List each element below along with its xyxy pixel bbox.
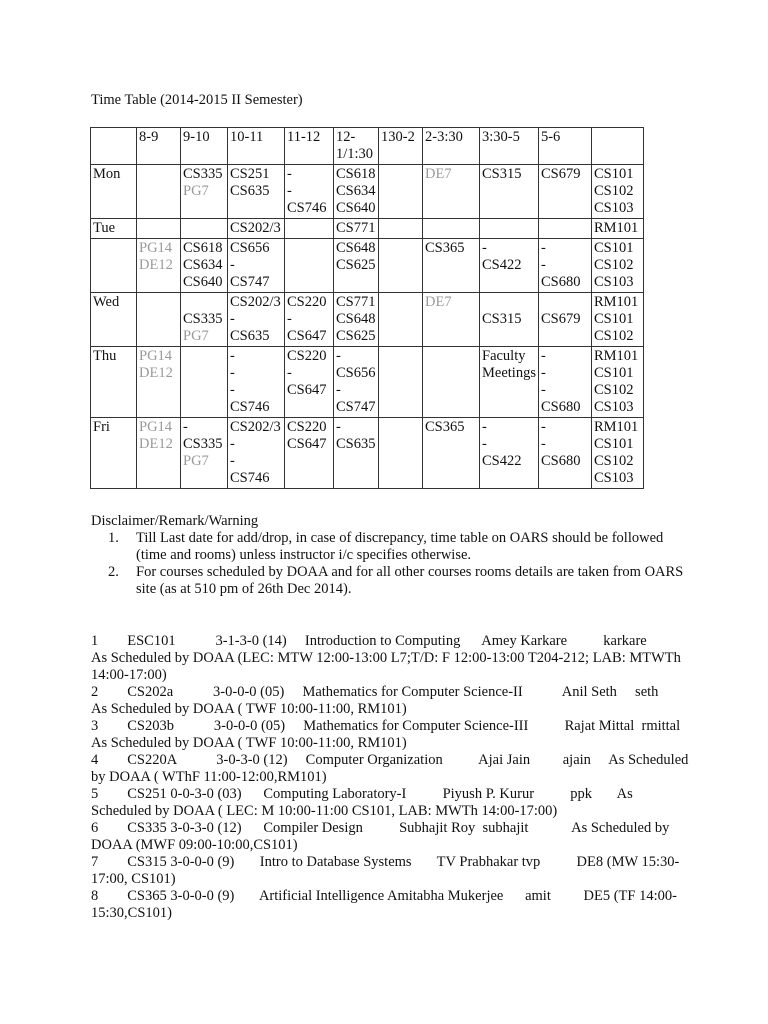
timetable-header-cell: 3:30-5 xyxy=(480,128,539,165)
day-cell: Tue xyxy=(91,219,137,239)
timetable-cell xyxy=(480,347,539,418)
cell-entry: CS315 xyxy=(482,311,522,327)
timetable-cell xyxy=(181,293,228,347)
timetable-header-row xyxy=(91,128,644,165)
timetable-cell xyxy=(538,219,591,239)
timetable-cell xyxy=(137,165,181,219)
cell-entry: CS101 xyxy=(593,365,634,381)
day-cell: Wed xyxy=(91,293,137,347)
course-entry: 4 CS220A 3-0-3-0 (12) Computer Organization Ajai Jain ajain As Scheduled by DOAA ( WThF 11:00-12:00,RM101) xyxy=(91,752,693,785)
course-entry: 6 CS335 3-0-3-0 (12) Compiler Design Subhajit Roy subhajit As Scheduled by DOAA (MWF 09:00-10:00,CS101) xyxy=(91,820,673,853)
timetable-cell xyxy=(334,347,379,418)
timetable-cell xyxy=(591,418,643,489)
cell-entry: DE7 xyxy=(425,294,452,310)
disclaimer-list xyxy=(91,530,691,598)
course-entry: 2 CS202a 3-0-0-0 (05) Mathematics for Computer Science-II Anil Seth seth As Scheduled by DOAA ( TWF 10:00-11:00, RM101) xyxy=(91,684,680,717)
cell-entry xyxy=(183,294,225,311)
cell-entry: CS656 xyxy=(230,240,270,256)
cell-entry: CS680 xyxy=(540,399,581,415)
timetable-cell xyxy=(591,165,643,219)
cell-entry: DE7 xyxy=(425,166,452,182)
cell-entry: CS618 xyxy=(183,240,223,256)
cell-entry: CS103 xyxy=(593,200,634,216)
timetable-cell xyxy=(538,347,591,418)
timetable-cell xyxy=(423,165,480,219)
cell-entry: - xyxy=(230,382,235,398)
cell-entry: PG14 xyxy=(139,419,173,435)
timetable-row xyxy=(91,165,644,219)
cell-entry: CS102 xyxy=(593,382,634,398)
cell-entry: - xyxy=(336,382,341,398)
cell-entry: DE12 xyxy=(139,257,173,273)
timetable-header-cell xyxy=(91,128,137,165)
cell-entry: CS625 xyxy=(336,328,376,344)
timetable-cell xyxy=(137,418,181,489)
timetable-row xyxy=(91,239,644,293)
timetable-cell xyxy=(423,293,480,347)
timetable-cell xyxy=(285,239,334,293)
timetable-cell xyxy=(423,239,480,293)
day-cell xyxy=(91,239,137,293)
timetable-cell xyxy=(334,165,379,219)
cell-entry: CS746 xyxy=(287,200,327,216)
cell-entry: CS315 xyxy=(482,166,522,182)
timetable-cell xyxy=(181,347,228,418)
timetable-cell xyxy=(181,418,228,489)
cell-entry: CS101 xyxy=(593,436,634,452)
cell-entry: - xyxy=(230,365,235,381)
timetable-cell xyxy=(285,219,334,239)
timetable-header-cell: 8-9 xyxy=(137,128,181,165)
cell-entry: DE12 xyxy=(139,365,173,381)
cell-entry: PG14 xyxy=(139,348,173,364)
course-entry: 1 ESC101 3-1-3-0 (14) Introduction to Computing Amey Karkare karkare As Scheduled by DOAA (LEC: MTW 12:00-13:00 L7;T/D: F 12:00-13:00 T204-212; LAB: MTWTh 14:00-17:00) xyxy=(91,633,690,683)
timetable-cell xyxy=(591,239,643,293)
timetable-header-cell: 5-6 xyxy=(538,128,591,165)
cell-entry: - xyxy=(230,257,235,273)
timetable-cell xyxy=(334,418,379,489)
timetable-cell xyxy=(285,165,334,219)
cell-entry: CS680 xyxy=(540,274,581,290)
disclaimer-heading: Disclaimer/Remark/Warning xyxy=(91,513,259,529)
timetable-cell xyxy=(285,293,334,347)
cell-entry: CS101 xyxy=(593,166,634,182)
timetable-cell xyxy=(379,293,423,347)
cell-entry: CS656 xyxy=(336,365,376,381)
cell-entry: CS634 xyxy=(336,183,376,199)
cell-entry: - xyxy=(287,183,292,199)
cell-entry: CS365 xyxy=(425,419,465,435)
cell-entry: CS746 xyxy=(230,399,270,415)
timetable-cell xyxy=(334,239,379,293)
disclaimer-item xyxy=(91,564,691,598)
course-list xyxy=(91,633,691,922)
timetable-cell xyxy=(480,293,539,347)
timetable-cell xyxy=(228,418,285,489)
cell-entry: CS103 xyxy=(593,274,634,290)
day-cell: Thu xyxy=(91,347,137,418)
cell-entry: CS647 xyxy=(287,382,327,398)
cell-entry: Faculty xyxy=(482,348,526,364)
cell-entry: CS771 xyxy=(336,294,376,310)
cell-entry: - xyxy=(336,348,341,364)
timetable-row xyxy=(91,219,644,239)
timetable-header-cell: 11-12 xyxy=(285,128,334,165)
timetable-cell xyxy=(137,219,181,239)
cell-entry: CS103 xyxy=(593,399,634,415)
cell-entry: - xyxy=(540,419,546,435)
day-cell: Fri xyxy=(91,418,137,489)
cell-entry: - xyxy=(230,453,235,469)
cell-entry: CS220 xyxy=(287,419,327,435)
timetable-header-cell xyxy=(591,128,643,165)
cell-entry: RM101 xyxy=(593,348,639,364)
disclaimer-item-text: For courses scheduled by DOAA and for all other courses rooms details are taken from OARS site (as at 510 pm of 26th Dec 2014). xyxy=(136,564,684,597)
cell-entry: - xyxy=(540,257,546,273)
cell-entry: CS648 xyxy=(336,240,376,256)
timetable-cell xyxy=(379,239,423,293)
timetable-cell xyxy=(285,418,334,489)
cell-entry: CS365 xyxy=(425,240,465,256)
timetable-cell xyxy=(480,165,539,219)
cell-entry: CS422 xyxy=(482,453,522,469)
cell-entry: RM101 xyxy=(593,220,639,236)
cell-entry: CS625 xyxy=(336,257,376,273)
timetable-header-cell: 10-11 xyxy=(228,128,285,165)
timetable-cell xyxy=(137,347,181,418)
cell-entry: PG14 xyxy=(139,240,173,256)
timetable-cell xyxy=(591,347,643,418)
cell-entry: CS101 xyxy=(593,240,634,256)
timetable-cell xyxy=(181,219,228,239)
cell-entry: - xyxy=(540,240,546,256)
cell-entry: - xyxy=(540,365,546,381)
course-entry: 5 CS251 0-0-3-0 (03) Computing Laboratory-I Piyush P. Kurur ppk As Scheduled by DOAA ( LEC: M 10:00-11:00 CS101, LAB: MWTh 14:00-17:00) xyxy=(91,786,637,819)
timetable-cell xyxy=(379,219,423,239)
cell-entry: CS771 xyxy=(336,220,376,236)
cell-entry: CS647 xyxy=(287,328,327,344)
cell-entry: PG7 xyxy=(183,328,209,344)
cell-entry: - xyxy=(540,436,546,452)
day-cell: Mon xyxy=(91,165,137,219)
cell-entry: - xyxy=(287,365,292,381)
timetable-cell xyxy=(181,239,228,293)
cell-entry: CS679 xyxy=(540,166,581,182)
cell-entry: CS648 xyxy=(336,311,376,327)
cell-entry: CS635 xyxy=(230,328,270,344)
timetable-cell xyxy=(379,347,423,418)
cell-entry: PG7 xyxy=(183,183,209,199)
cell-entry: CS746 xyxy=(230,470,270,486)
timetable-cell xyxy=(379,165,423,219)
timetable-row xyxy=(91,347,644,418)
timetable-cell xyxy=(423,418,480,489)
cell-entry: - xyxy=(183,419,188,435)
course-entry: 3 CS203b 3-0-0-0 (05) Mathematics for Computer Science-III Rajat Mittal rmittal As Scheduled by DOAA ( TWF 10:00-11:00, RM101) xyxy=(91,718,687,751)
timetable-cell xyxy=(137,239,181,293)
cell-entry: - xyxy=(482,436,487,452)
timetable-cell xyxy=(480,219,539,239)
timetable-header-cell: 12-1/1:30 xyxy=(334,128,379,165)
cell-entry: - xyxy=(540,382,546,398)
cell-entry: CS680 xyxy=(540,453,581,469)
course-entry: 7 CS315 3-0-0-0 (9) Intro to Database Systems TV Prabhakar tvp DE8 (MW 15:30-17:00, CS101) xyxy=(91,854,680,887)
cell-entry: CS102 xyxy=(593,453,634,469)
cell-entry: CS618 xyxy=(336,166,376,182)
cell-entry: CS647 xyxy=(287,436,327,452)
cell-entry: CS202/3 xyxy=(230,419,281,435)
timetable-cell xyxy=(423,347,480,418)
cell-entry: CS640 xyxy=(183,274,223,290)
timetable-cell xyxy=(334,293,379,347)
cell-entry: CS202/3 xyxy=(230,294,281,310)
cell-entry: - xyxy=(230,311,235,327)
cell-entry xyxy=(482,294,536,311)
timetable-cell xyxy=(285,347,334,418)
cell-entry: - xyxy=(540,348,546,364)
timetable-header-cell: 130-2 xyxy=(379,128,423,165)
timetable-cell xyxy=(228,219,285,239)
cell-entry: - xyxy=(482,419,487,435)
course-entry: 8 CS365 3-0-0-0 (9) Artificial Intelligence Amitabha Mukerjee amit DE5 (TF 14:00-15:30,CS101) xyxy=(91,888,677,921)
timetable-cell xyxy=(480,239,539,293)
timetable-cell xyxy=(538,239,591,293)
timetable-header-cell: 9-10 xyxy=(181,128,228,165)
timetable-cell xyxy=(379,418,423,489)
timetable-cell xyxy=(591,293,643,347)
timetable-cell xyxy=(591,219,643,239)
timetable-header-cell: 2-3:30 xyxy=(423,128,480,165)
timetable-cell xyxy=(137,293,181,347)
cell-entry: CS679 xyxy=(540,311,581,327)
disclaimer-item-number: 1. xyxy=(108,530,119,546)
cell-entry: - xyxy=(336,419,341,435)
cell-entry: CS634 xyxy=(183,257,223,273)
cell-entry: CS101 xyxy=(593,311,634,327)
disclaimer-item xyxy=(91,530,691,564)
timetable-cell xyxy=(181,165,228,219)
cell-entry: CS220 xyxy=(287,348,327,364)
cell-entry: CS202/3 xyxy=(230,220,281,236)
disclaimer-item-number: 2. xyxy=(108,564,119,580)
cell-entry: CS335 xyxy=(183,311,223,327)
cell-entry: CS640 xyxy=(336,200,376,216)
cell-entry: CS102 xyxy=(593,328,634,344)
timetable-cell xyxy=(228,239,285,293)
cell-entry xyxy=(541,294,589,311)
cell-entry: PG7 xyxy=(183,453,209,469)
cell-entry: - xyxy=(287,166,292,182)
cell-entry: CS335 xyxy=(183,436,223,452)
cell-entry: - xyxy=(482,240,487,256)
timetable-row xyxy=(91,418,644,489)
timetable-cell xyxy=(538,418,591,489)
cell-entry: CS635 xyxy=(230,183,270,199)
timetable-cell xyxy=(423,219,480,239)
timetable xyxy=(90,127,644,489)
cell-entry: RM101 xyxy=(593,294,639,310)
timetable-row xyxy=(91,293,644,347)
timetable-cell xyxy=(538,165,591,219)
cell-entry: CS220 xyxy=(287,294,327,310)
timetable-cell xyxy=(228,293,285,347)
cell-entry: CS102 xyxy=(593,257,634,273)
page-title: Time Table (2014-2015 II Semester) xyxy=(91,92,303,108)
cell-entry: CS635 xyxy=(336,436,376,452)
cell-entry: DE12 xyxy=(139,436,173,452)
cell-entry: CS251 xyxy=(230,166,270,182)
cell-entry: - xyxy=(230,436,235,452)
cell-entry: CS422 xyxy=(482,257,522,273)
timetable-cell xyxy=(480,418,539,489)
timetable-cell xyxy=(228,165,285,219)
cell-entry: Meetings xyxy=(482,365,536,381)
timetable-cell xyxy=(538,293,591,347)
cell-entry: - xyxy=(230,348,235,364)
cell-entry: - xyxy=(287,311,292,327)
timetable-cell xyxy=(334,219,379,239)
timetable-cell xyxy=(228,347,285,418)
cell-entry: CS747 xyxy=(230,274,270,290)
cell-entry: CS335 xyxy=(183,166,223,182)
cell-entry: CS103 xyxy=(593,470,634,486)
disclaimer-item-text: Till Last date for add/drop, in case of discrepancy, time table on OARS should be followed (time and rooms) unless instructor i/c specifies otherwise. xyxy=(136,530,664,563)
cell-entry: CS102 xyxy=(593,183,634,199)
cell-entry: RM101 xyxy=(593,419,639,435)
cell-entry: CS747 xyxy=(336,399,376,415)
